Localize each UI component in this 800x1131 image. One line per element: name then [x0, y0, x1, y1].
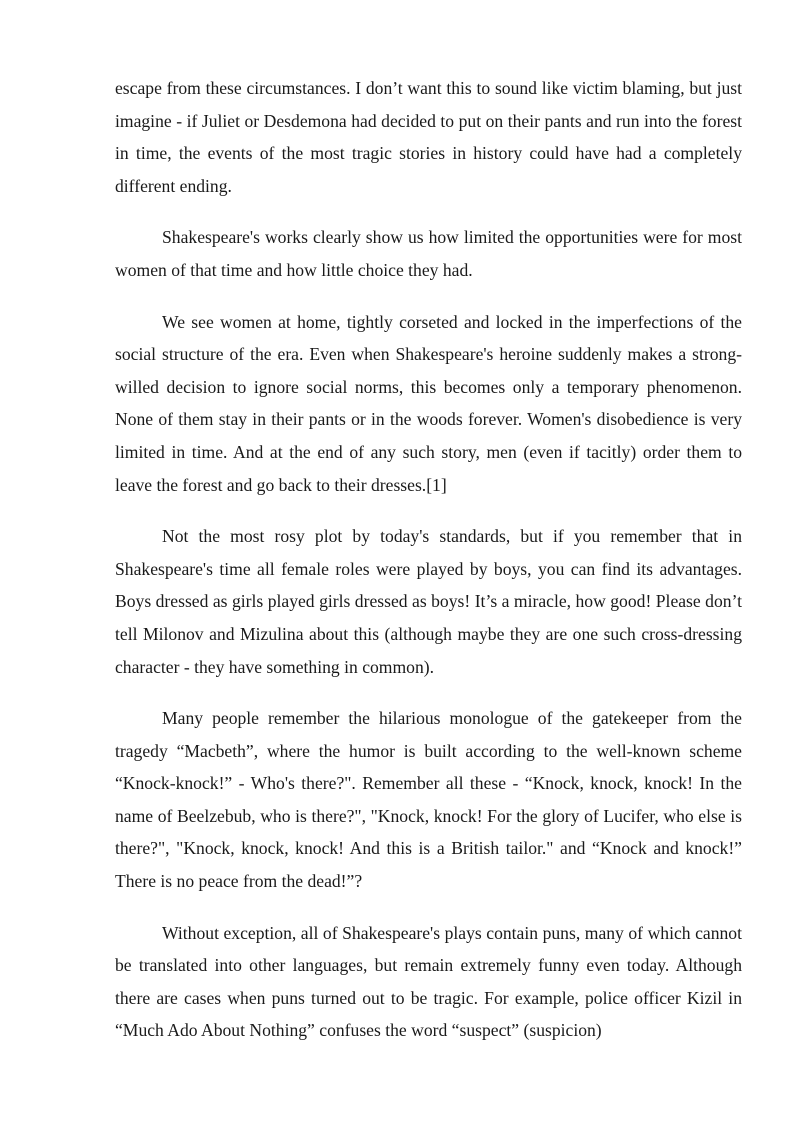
paragraph-continuation: escape from these circumstances. I don’t want this to sound like victim blaming, but just imagine - if Juliet or Desdemona had decided to put on their pants and run into the forest in time, the events of the most tragic stories in history could have had a completely different ending. — [115, 78, 742, 196]
paragraph-puns: Without exception, all of Shakespeare's plays contain puns, many of which cannot be translated into other languages, but remain extremely funny even today. Although there are cases when puns turned out to be tragic. For example, police officer Kizil in “Much Ado About Nothing” confuses the word “suspect” (suspicion) — [115, 922, 742, 1041]
document-page — [115, 72, 742, 1047]
paragraph-macbeth-monologue: Many people remember the hilarious monologue of the gatekeeper from the tragedy “Macbeth”, where the humor is built according to the well-known scheme “Knock-knock!” - Who's there?". Remember all these - “Knock, knock, knock! In the name of Beelzebub, who is there?", "Knock, knock! For the glory of Lucifer, who else is there?", "Knock, knock, knock! And this is a British tailor." and “Knock and knock!” There is no peace from the dead!”? — [115, 708, 742, 892]
paragraph-women-at-home: We see women at home, tightly corseted and locked in the imperfections of the social structure of the era. Even when Shakespeare's heroine suddenly makes a strong-willed decision to ignore social norms, this becomes only a temporary phenomenon. None of them stay in their pants or in the woods forever. Women's disobedience is very limited in time. And at the end of any such story, men (even if tacitly) order them to leave the forest and go back to their dresses.[1] — [115, 311, 742, 495]
paragraph-rosy-plot: Not the most rosy plot by today's standards, but if you remember that in Shakespeare's time all female roles were played by boys, you can find its advantages. Boys dressed as girls played girls dressed as boys! It’s a miracle, how good! Please don’t tell Milonov and Mizulina about this (although maybe they are one such cross-dressing character - they have something in common). — [115, 526, 742, 677]
paragraph-limited-opportunities: Shakespeare's works clearly show us how limited the opportunities were for most women of that time and how little choice they had. — [115, 227, 742, 280]
